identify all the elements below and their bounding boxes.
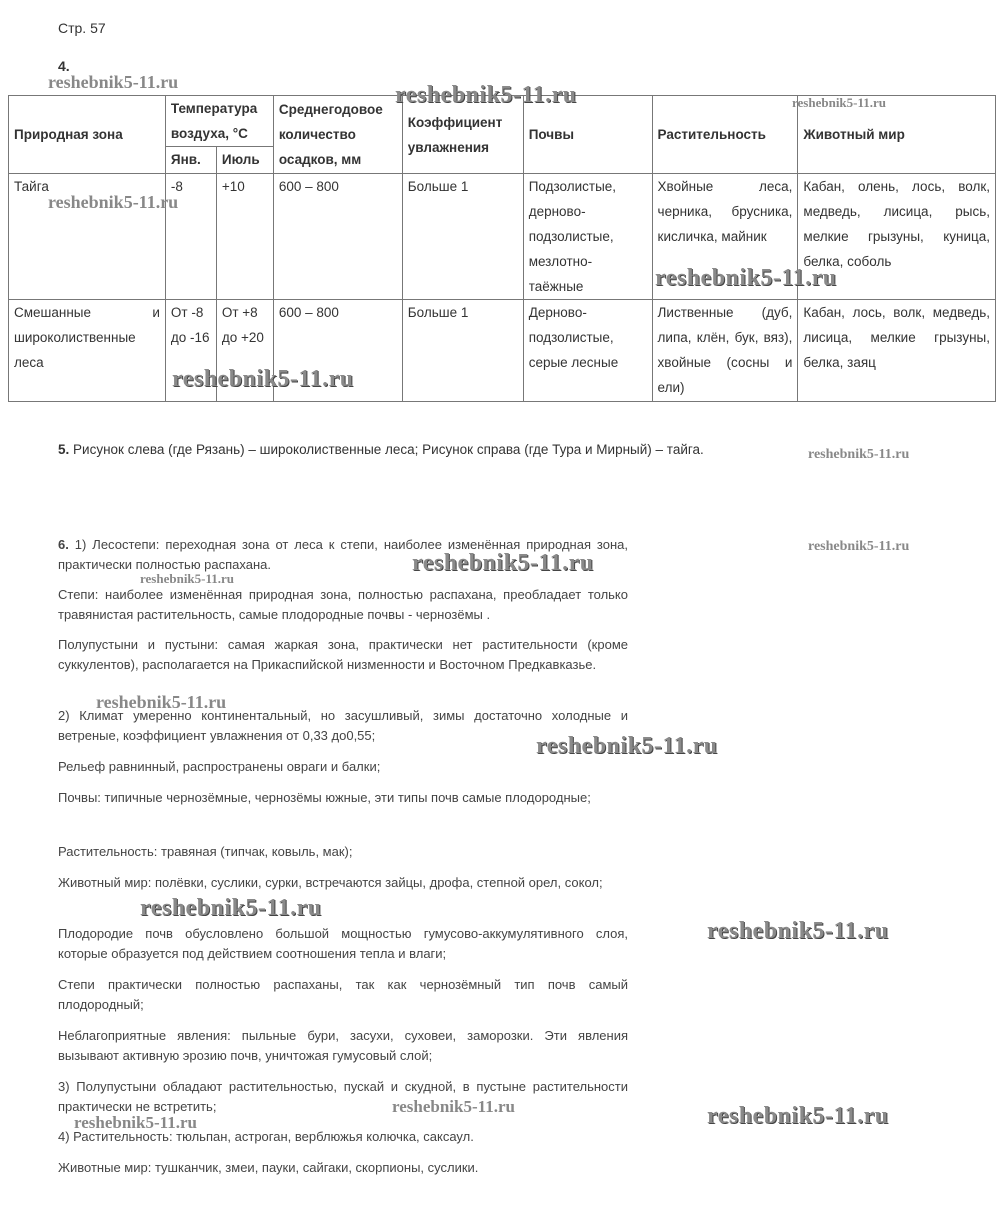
page-label: Стр. 57: [58, 20, 106, 36]
watermark: reshebnik5-11.ru: [655, 265, 837, 291]
watermark: reshebnik5-11.ru: [395, 82, 577, 108]
watermark: reshebnik5-11.ru: [808, 539, 910, 554]
header-january: Янв.: [165, 147, 216, 174]
cell-july: +10: [216, 174, 273, 300]
cell-precipitation: 600 – 800: [273, 300, 402, 402]
header-moisture-coefficient: Коэффициент увлажнения: [402, 96, 523, 174]
table-row: [9, 300, 996, 402]
task-6-paragraph: Почвы: типичные чернозёмные, чернозёмы южные, эти типы почв самые плодородные;: [58, 790, 591, 805]
cell-coefficient: Больше 1: [402, 174, 523, 300]
header-fauna: Животный мир: [798, 96, 996, 174]
header-soils: Почвы: [523, 96, 652, 174]
task-6-paragraph: Степи: наиболее изменённая природная зона, полностью распахана, преобладает только травянистая растительность, самые плодородные почвы - чернозёмы .: [58, 587, 628, 622]
cell-vegetation: Хвойные леса, черника, брусника, кисличка, майник: [652, 174, 798, 300]
cell-precipitation: 600 – 800: [273, 174, 402, 300]
cell-zone: Смешанные и широколиственные леса: [9, 300, 166, 402]
task-5-text: Рисунок слева (где Рязань) – широколиственные леса; Рисунок справа (где Тура и Мирный) – тайга.: [73, 442, 704, 457]
watermark: reshebnik5-11.ru: [707, 918, 889, 944]
task-5-number: 5.: [58, 442, 70, 457]
watermark: reshebnik5-11.ru: [412, 550, 594, 576]
task-6-paragraph: Неблагоприятные явления: пыльные бури, засухи, суховеи, заморозки. Эти явления вызывают активную эрозию почв, уничтожая гумусовый слой;: [58, 1028, 628, 1063]
watermark: reshebnik5-11.ru: [707, 1103, 889, 1129]
cell-soils: Дерново-подзолистые, серые лесные: [523, 300, 652, 402]
task-6-paragraph: Рельеф равнинный, распространены овраги и балки;: [58, 759, 381, 774]
task-6-paragraph: 2) Климат умеренно континентальный, но засушливый, зимы достаточно холодные и ветреные, коэффициент увлажнения от 0,33 до0,55;: [58, 708, 628, 743]
watermark: reshebnik5-11.ru: [172, 366, 354, 392]
watermark: reshebnik5-11.ru: [140, 895, 322, 921]
task-6-paragraph: 3) Полупустыни обладают растительностью, пускай и скудной, в пустыне растительности практически не встретить;: [58, 1079, 628, 1114]
task-6-paragraph: Плодородие почв обусловлено большой мощностью гумусово-аккумулятивного слоя, которые образуется под действием соотношения тепла и влаги;: [58, 926, 628, 961]
watermark: reshebnik5-11.ru: [808, 447, 910, 462]
task-6-paragraph: Животные мир: тушканчик, змеи, пауки, сайгаки, скорпионы, суслики.: [58, 1160, 479, 1175]
watermark: reshebnik5-11.ru: [140, 571, 235, 586]
watermark: reshebnik5-11.ru: [536, 733, 718, 759]
watermark: reshebnik5-11.ru: [48, 72, 179, 92]
header-vegetation: Растительность: [652, 96, 798, 174]
header-temperature: Температура воздуха, °С: [165, 96, 273, 147]
task-6-paragraph: Растительность: травяная (типчак, ковыль, мак);: [58, 844, 353, 859]
task-6-paragraph: 4) Растительность: тюльпан, астроган, верблюжья колючка, саксаул.: [58, 1129, 474, 1144]
task-4-number: 4.: [58, 58, 70, 74]
cell-soils: Подзолистые, дерново-подзолистые, мезлотно-таёжные: [523, 174, 652, 300]
cell-july: От +8 до +20: [216, 300, 273, 402]
task-5-answer: [58, 442, 704, 457]
watermark: reshebnik5-11.ru: [392, 1097, 515, 1116]
watermark: reshebnik5-11.ru: [48, 192, 179, 212]
header-july: Июль: [216, 147, 273, 174]
task-6-text: 1) Лесостепи: переходная зона от леса к степи, наиболее изменённая природная зона, практически полностью распахана.: [58, 537, 628, 572]
cell-january: От -8 до -16: [165, 300, 216, 402]
watermark: reshebnik5-11.ru: [96, 692, 227, 712]
watermark: reshebnik5-11.ru: [74, 1113, 197, 1132]
task-6-paragraph: Животный мир: полёвки, суслики, сурки, встречаются зайцы, дрофа, степной орел, сокол;: [58, 875, 603, 890]
cell-zone: Тайга: [9, 174, 166, 300]
cell-coefficient: Больше 1: [402, 300, 523, 402]
header-precipitation: Среднегодовое количество осадков, мм: [273, 96, 402, 174]
cell-vegetation: Лиственные (дуб, липа, клён, бук, вяз), хвойные (сосны и ели): [652, 300, 798, 402]
task-6-paragraph: Степи практически полностью распаханы, так как чернозёмный тип почв самый плодородный;: [58, 977, 628, 1012]
cell-fauna: Кабан, лось, волк, медведь, лисица, мелкие грызуны, белка, заяц: [798, 300, 996, 402]
natural-zones-table: [8, 95, 996, 402]
header-zone: Природная зона: [9, 96, 166, 174]
task-6-paragraph: Полупустыни и пустыни: самая жаркая зона, практически нет растительности (кроме суккулентов), располагается на Прикаспийской низменности и Восточном Предкавказье.: [58, 637, 628, 672]
cell-fauna: Кабан, олень, лось, волк, медведь, лисица, рысь, мелкие грызуны, куница, белка, соболь: [798, 174, 996, 300]
task-6-number: 6.: [58, 537, 69, 552]
cell-january: -8: [165, 174, 216, 300]
watermark: reshebnik5-11.ru: [792, 95, 887, 110]
